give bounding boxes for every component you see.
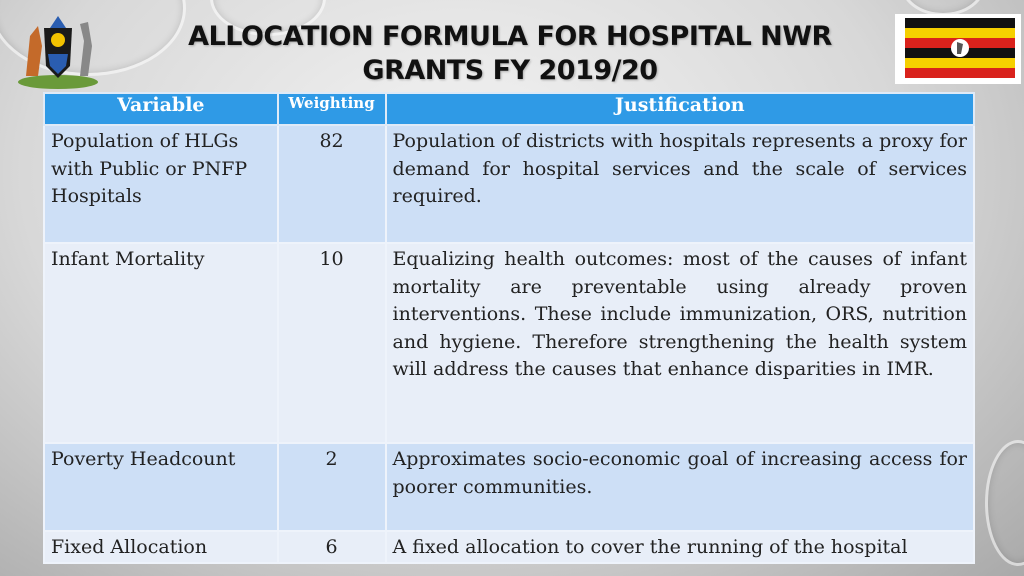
uganda-flag	[895, 14, 1021, 84]
variable-cell: Population of HLGs with Public or PNFP Hospitals	[44, 125, 278, 243]
weighting-cell: 82	[278, 125, 386, 243]
table-row	[44, 531, 974, 563]
justification-cell: Population of districts with hospitals represents a proxy for demand for hospital services and the scale of services required.	[386, 125, 974, 243]
header-weighting: Weighting	[278, 93, 386, 125]
title-line-2: GRANTS FY 2019/20	[362, 55, 658, 86]
weighting-cell: 6	[278, 531, 386, 563]
header-justification: Justification	[386, 93, 974, 125]
table-row	[44, 125, 974, 243]
justification-cell: Approximates socio-economic goal of increasing access for poorer communities.	[386, 443, 974, 531]
justification-cell: Equalizing health outcomes: most of the causes of infant mortality are preventable using already proven interventions. These include immunization, ORS, nutrition and hygiene. Therefore strengthening the health system will address the causes that enhance disparities in IMR.	[386, 243, 974, 443]
title-line-1: ALLOCATION FORMULA FOR HOSPITAL NWR	[188, 21, 832, 52]
variable-cell: Poverty Headcount	[44, 443, 278, 531]
header-variable: Variable	[44, 93, 278, 125]
weighting-cell: 2	[278, 443, 386, 531]
variable-cell: Fixed Allocation	[44, 531, 278, 563]
decorative-bubble	[985, 440, 1024, 566]
variable-cell: Infant Mortality	[44, 243, 278, 443]
coat-of-arms-logo	[8, 6, 108, 90]
weighting-cell: 10	[278, 243, 386, 443]
table-row	[44, 443, 974, 531]
table-header-row	[44, 93, 974, 125]
allocation-table	[43, 92, 975, 564]
page-title	[150, 20, 870, 88]
justification-cell: A fixed allocation to cover the running of the hospital	[386, 531, 974, 563]
table-row	[44, 243, 974, 443]
